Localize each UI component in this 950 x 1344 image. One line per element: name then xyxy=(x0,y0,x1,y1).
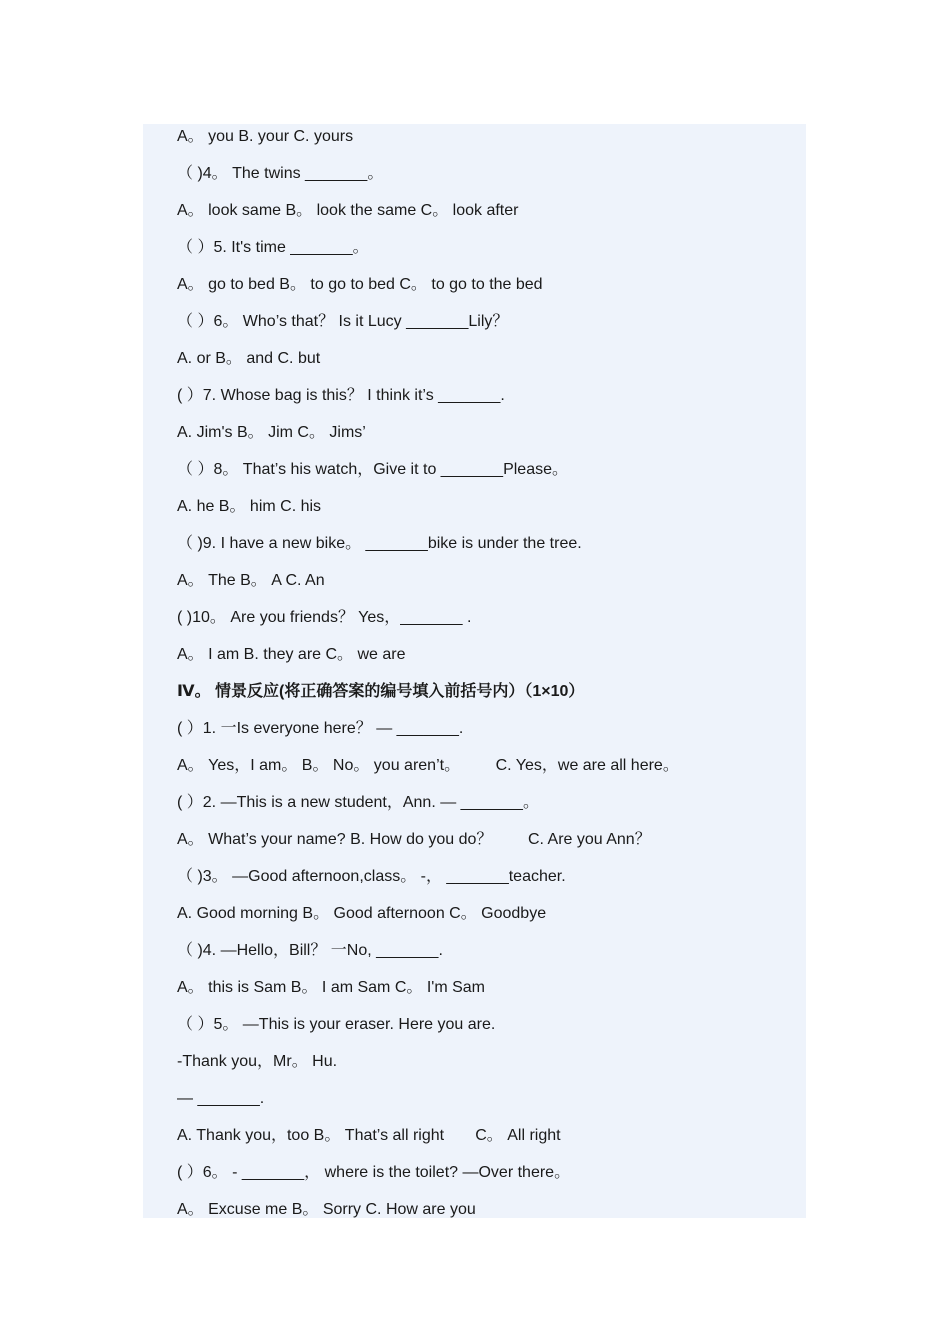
text-line: （ ）8。 That’s his watch，Give it to _______Please。 xyxy=(177,461,569,478)
text-line: A。 I am B. they are C。 we are xyxy=(177,646,406,663)
text-line: （ )4。 The twins _______。 xyxy=(177,165,384,182)
text-line: A. Jim's B。 Jim C。 Jims’ xyxy=(177,424,366,441)
section-heading: Ⅳ。 情景反应(将正确答案的编号填入前括号内）（1×10） xyxy=(177,683,585,700)
text-line: A。 The B。 A C. An xyxy=(177,572,325,589)
text-line: ( )10。 Are you friends？ Yes，_______ . xyxy=(177,609,472,626)
text-line: （ )3。 —Good afternoon,class。 -， _______teacher. xyxy=(177,868,566,885)
text-line: A. or B。 and C. but xyxy=(177,350,321,367)
text-line: A. Thank you，too B。 That’s all right C。 All right xyxy=(177,1127,561,1144)
text-line: （ )4. —Hello，Bill？ 一No, _______. xyxy=(177,942,443,959)
text-line: — _______. xyxy=(177,1090,265,1107)
text-line: （ )9. I have a new bike。 _______bike is under the tree. xyxy=(177,535,582,552)
document-body xyxy=(177,126,777,1236)
text-line: （ ）6。 Who’s that？ Is it Lucy _______Lily？ xyxy=(177,313,509,330)
text-line: ( ）6。 - _______， where is the toilet? —Over there。 xyxy=(177,1164,571,1181)
text-line: ( ）7. Whose bag is this？ I think it’s _______. xyxy=(177,387,505,404)
text-line: A. Good morning B。 Good afternoon C。 Goodbye xyxy=(177,905,547,922)
text-line: A。 you B. your C. yours xyxy=(177,128,354,145)
text-line: A。 Yes，I am。 B。 No。 you aren’t。 C. Yes，we are all here。 xyxy=(177,757,679,774)
text-line: -Thank you，Mr。 Hu. xyxy=(177,1053,338,1070)
text-line: A。 go to bed B。 to go to bed C。 to go to the bed xyxy=(177,276,543,293)
text-line: （ ）5。 —This is your eraser. Here you are. xyxy=(177,1016,496,1033)
text-line: ( ）2. —This is a new student，Ann. — _______。 xyxy=(177,794,539,811)
text-line: ( ）1. 一Is everyone here？ — _______. xyxy=(177,720,464,737)
text-line: A. he B。 him C. his xyxy=(177,498,322,515)
text-line: A。 look same B。 look the same C。 look after xyxy=(177,202,519,219)
text-line: A。 What’s your name? B. How do you do？ C. Are you Ann？ xyxy=(177,831,651,848)
text-line: A。 this is Sam B。 I am Sam C。 I'm Sam xyxy=(177,979,486,996)
text-line: （ ）5. It's time _______。 xyxy=(177,239,369,256)
text-line: A。 Excuse me B。 Sorry C. How are you xyxy=(177,1201,476,1218)
